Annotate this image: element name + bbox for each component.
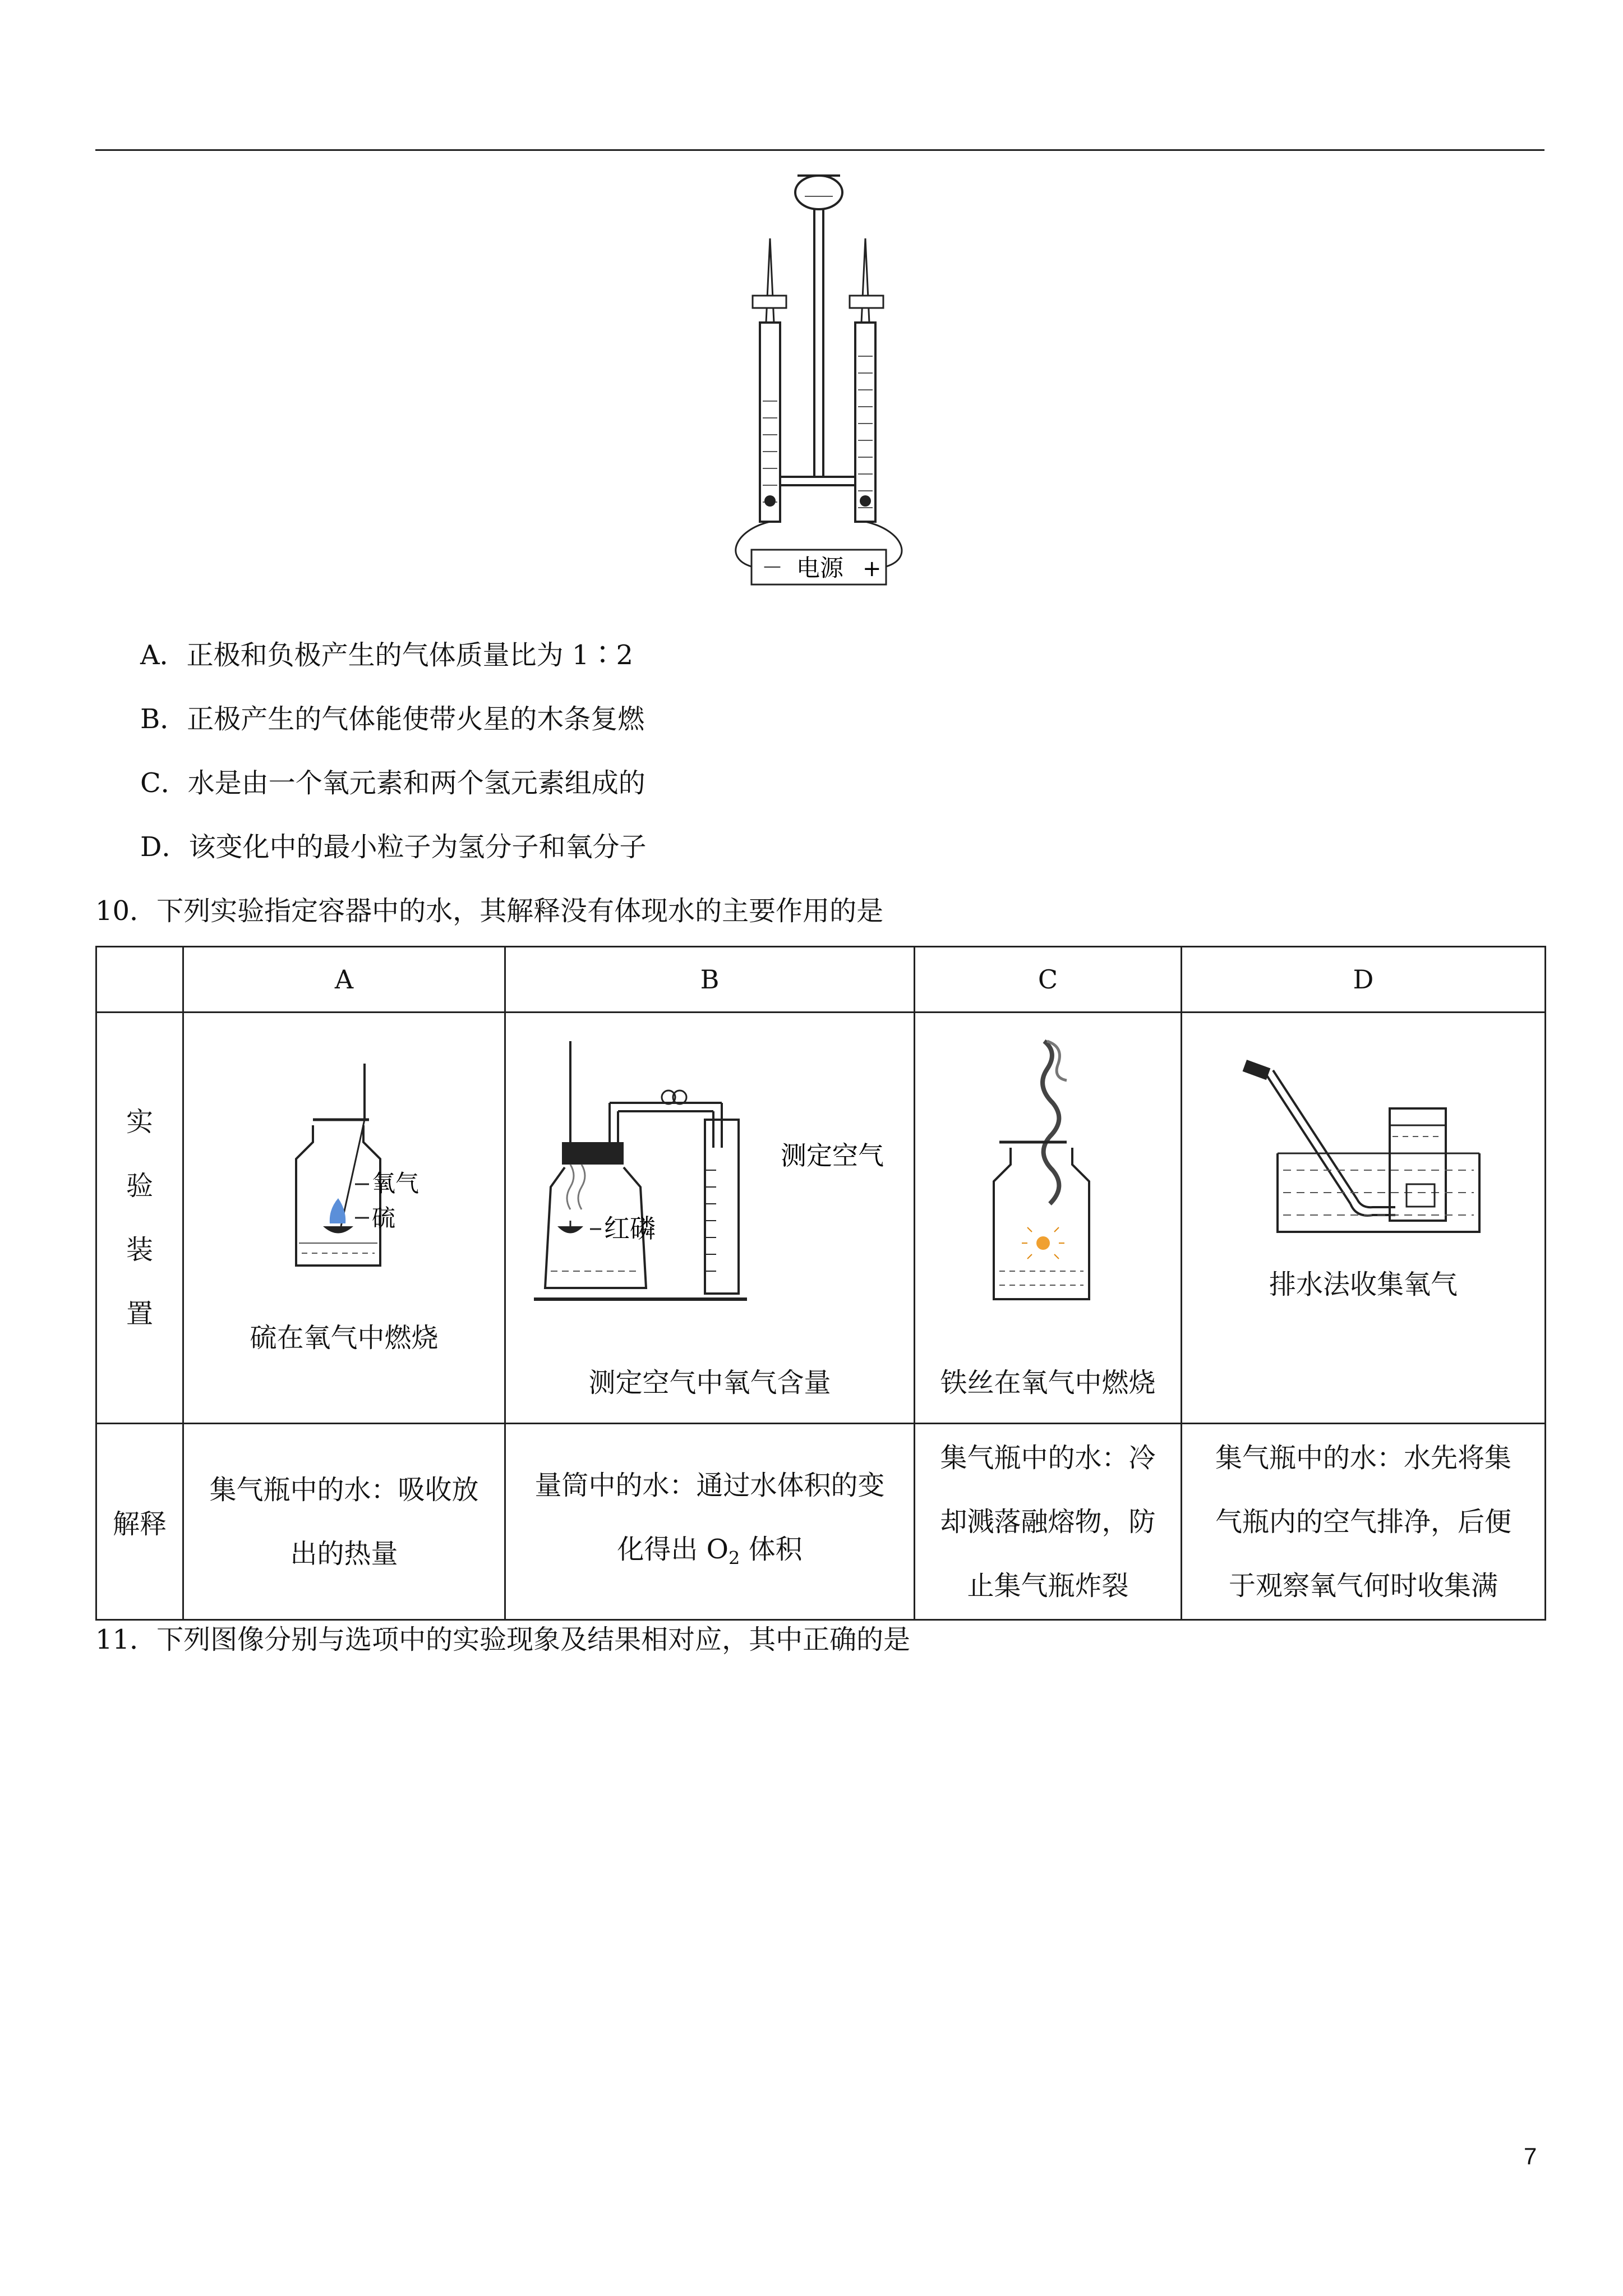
power-label: 电源: [796, 554, 844, 582]
header-d: D: [1182, 947, 1546, 1013]
page-number: 7: [1524, 2143, 1537, 2169]
header-b: B: [505, 947, 915, 1013]
sulfur-jar-figure: [262, 1064, 442, 1277]
iron-wire-jar-figure: [977, 1036, 1123, 1327]
option-c: C．水是由一个氧元素和两个氢元素组成的: [140, 767, 645, 799]
header-c: C: [915, 947, 1182, 1013]
apparatus-a-cell: [183, 1013, 505, 1424]
option-d: D．该变化中的最小粒子为氢分子和氧分子: [140, 831, 647, 863]
question-10: 10．下列实验指定容器中的水，其解释没有体现水的主要作用的是: [95, 895, 884, 927]
minus-sign: －: [762, 555, 783, 580]
explanation-a: 集气瓶中的水：吸收放 出的热量: [183, 1424, 505, 1620]
phosphorus-apparatus-figure: [517, 1041, 910, 1333]
explanation-c: 集气瓶中的水：冷 却溅落融熔物，防 止集气瓶炸裂: [915, 1424, 1182, 1620]
header-rule: [95, 149, 1544, 151]
row-label-explanation: 解释: [96, 1424, 183, 1620]
header-a: A: [183, 947, 505, 1013]
row-label-apparatus: 实 验 装 置: [96, 1013, 183, 1424]
option-b: B．正极产生的气体能使带火星的木条复燃: [140, 703, 645, 735]
electrolysis-apparatus-figure: [712, 165, 925, 597]
label-sulfur: 硫: [372, 1204, 396, 1232]
caption-a: 硫在氧气中燃烧: [250, 1322, 439, 1354]
water-collection-figure: [1238, 1058, 1496, 1237]
explanation-b: 量筒中的水：通过水体积的变 化得出 $O_2$ 体积: [505, 1424, 915, 1620]
header-empty: [96, 947, 183, 1013]
apparatus-d-cell: [1182, 1013, 1546, 1424]
apparatus-b-cell: [505, 1013, 915, 1424]
caption-b: 测定空气中氧气含量: [588, 1367, 831, 1398]
question-11: 11．下列图像分别与选项中的实验现象及结果相对应，其中正确的是: [95, 1624, 911, 1655]
label-red-phosphorus: 红磷: [604, 1213, 656, 1244]
explanation-d: 集气瓶中的水：水先将集 气瓶内的空气排净，后便 于观察氧气何时收集满: [1182, 1424, 1546, 1620]
label-oxygen: 氧气: [372, 1170, 419, 1197]
caption-c: 铁丝在氧气中燃烧: [940, 1367, 1156, 1398]
caption-d: 排水法收集氧气: [1269, 1269, 1458, 1300]
label-measure-air: 测定空气: [781, 1140, 884, 1171]
apparatus-c-cell: [915, 1013, 1182, 1424]
experiment-table: [95, 946, 1546, 1621]
plus-sign: +: [863, 556, 882, 582]
option-a: A．正极和负极产生的气体质量比为 1∶2: [140, 639, 634, 671]
